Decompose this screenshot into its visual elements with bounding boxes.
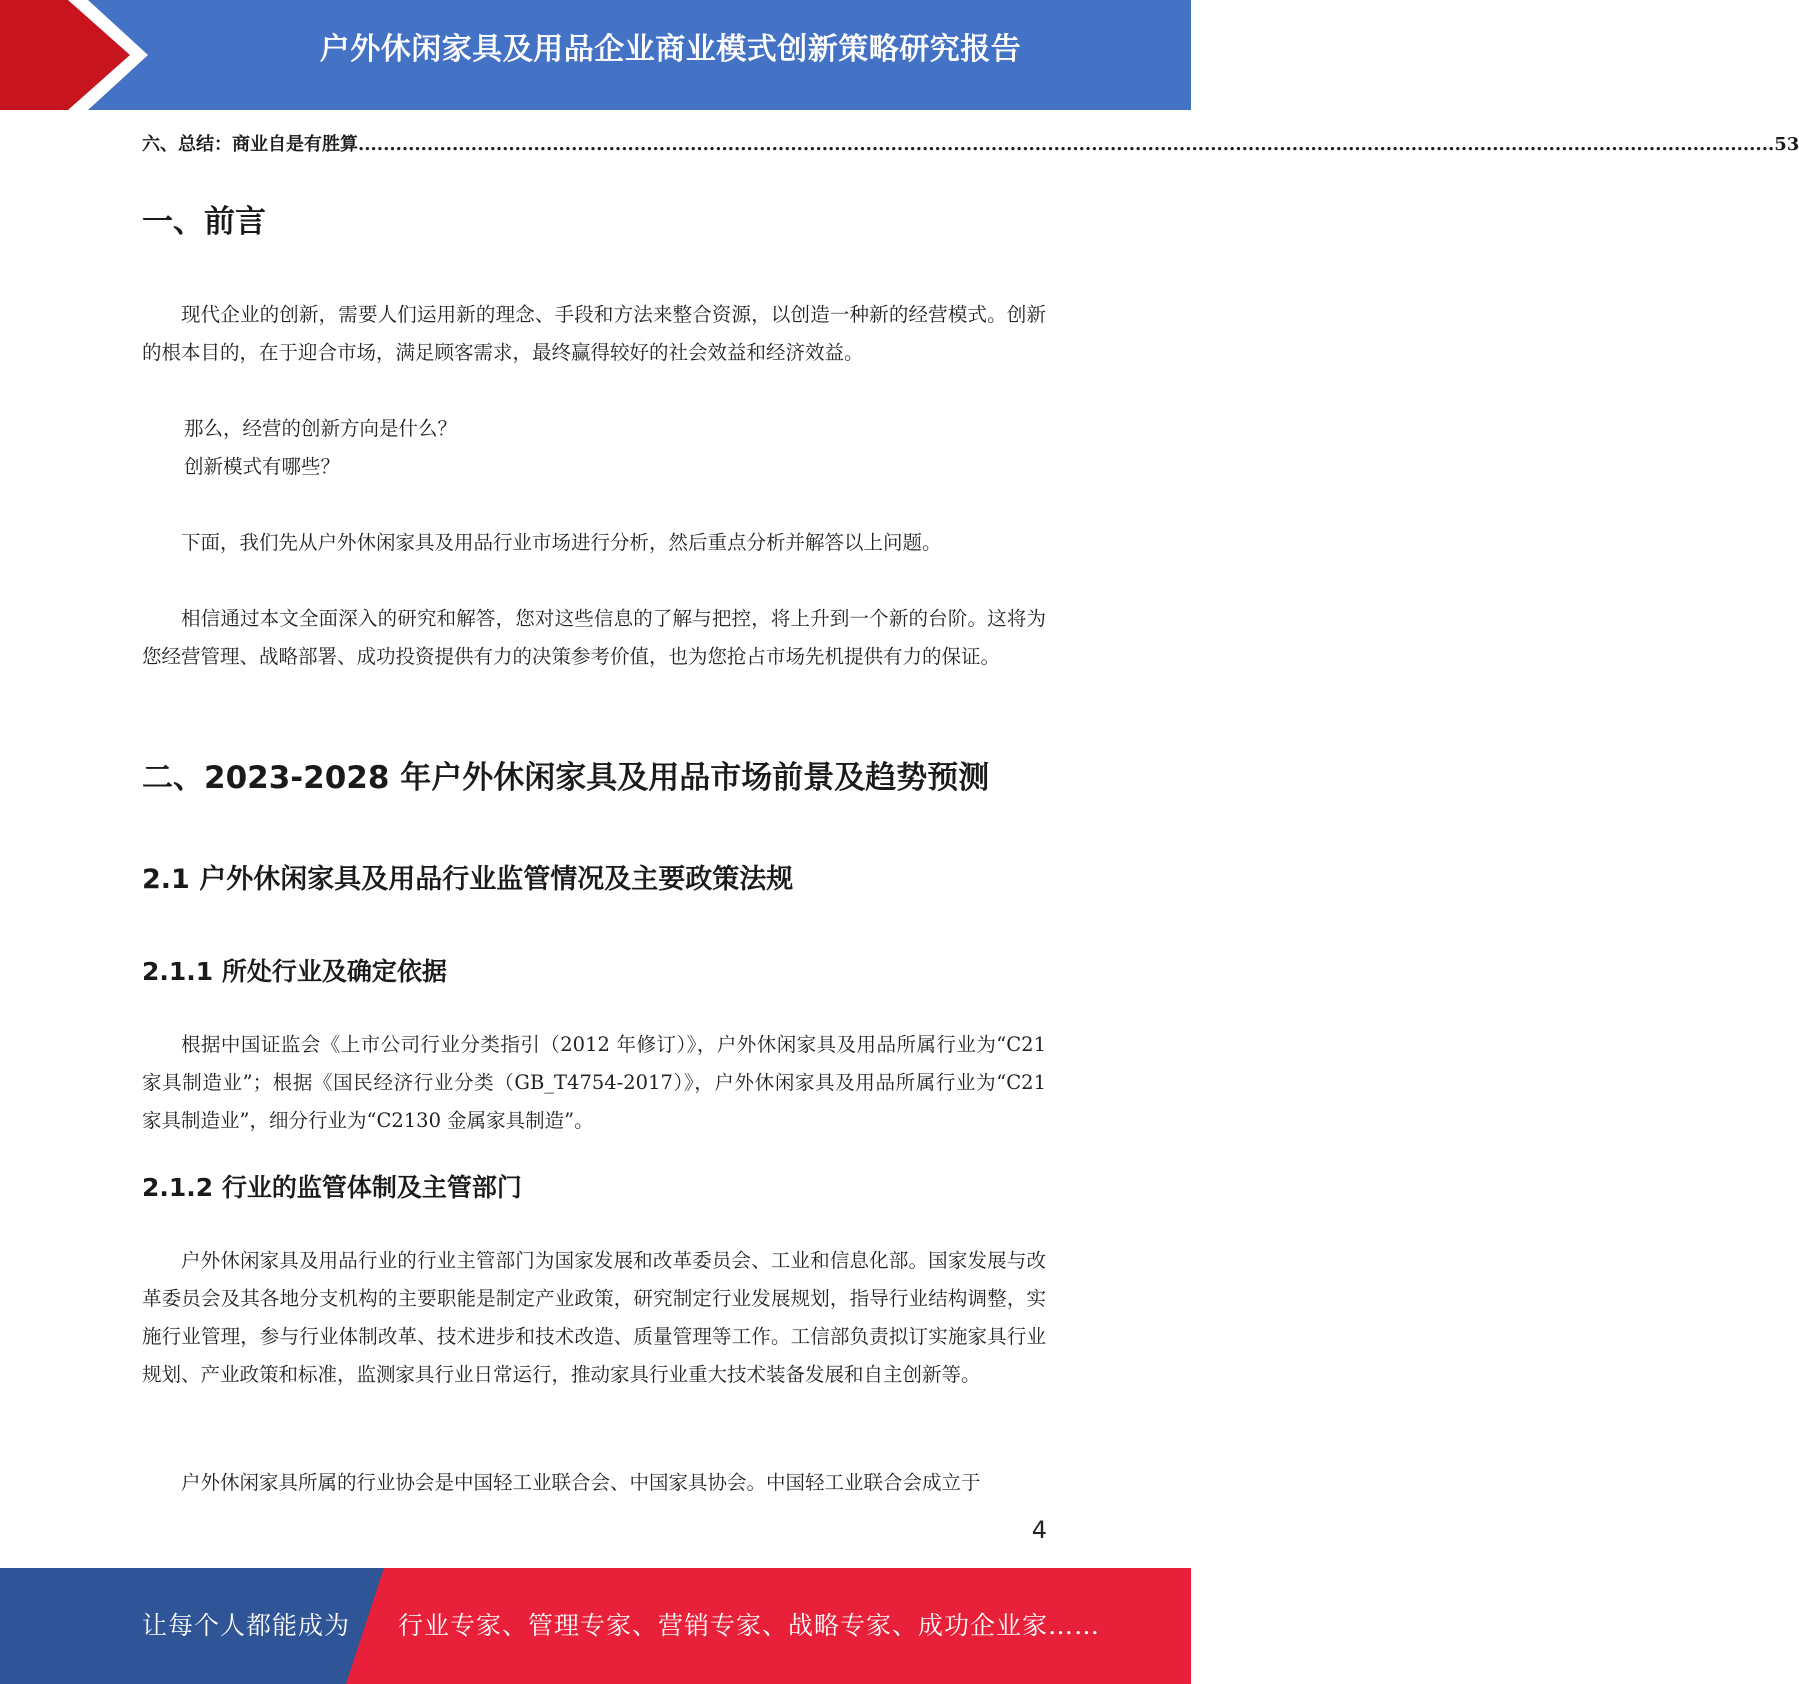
header-chevron-decoration (0, 0, 160, 110)
preface-question-2: 创新模式有哪些？ (184, 455, 341, 478)
section-2-1-2-heading: 2.1.2 行业的监管体制及主管部门 (142, 1173, 522, 1202)
section-2-1-1-heading: 2.1.1 所处行业及确定依据 (142, 957, 447, 986)
section-2-1-2-paragraph-1: 户外休闲家具及用品行业的行业主管部门为国家发展和改革委员会、工业和信息化部。国家发展与改革委员会及其各地分支机构的主要职能是制定产业政策，研究制定行业发展规划，指导行业结构调整，实施行业管理，参与行业体制改革、技术进步和技术改造、质量管理等工作。工信部负责拟订实施家具行业规划、产业政策和标准，监测家具行业日常运行，推动家具行业重大技术装备发展和自主创新等。 (142, 1249, 1046, 1386)
page-number: 4 (1031, 1516, 1047, 1544)
report-title: 户外休闲家具及用品企业商业模式创新策略研究报告 (319, 32, 1022, 67)
footer-slogan-right: 行业专家、管理专家、营销专家、战略专家、成功企业家…… (398, 1611, 1101, 1640)
section-2-1-heading: 2.1 户外休闲家具及用品行业监管情况及主要政策法规 (142, 864, 794, 895)
section-2-1-1-paragraph: 根据中国证监会《上市公司行业分类指引（2012 年修订）》，户外休闲家具及用品所属行业为“C21 家具制造业”；根据《国民经济行业分类（GB_T4754-2017）》，户外休闲家具及用品所属行业为“C21 家具制造业”，细分行业为“C2130 金属家具制造”。 (142, 1033, 1046, 1132)
preface-paragraph-1: 现代企业的创新，需要人们运用新的理念、手段和方法来整合资源，以创造一种新的经营模式。创新的根本目的，在于迎合市场，满足顾客需求，最终赢得较好的社会效益和经济效益。 (142, 303, 1046, 364)
preface-question-1: 那么，经营的创新方向是什么？ (184, 417, 458, 440)
preface-heading: 一、前言 (142, 204, 266, 240)
page-footer (0, 1568, 1191, 1684)
preface-paragraph-3: 相信通过本文全面深入的研究和解答，您对这些信息的了解与把控，将上升到一个新的台阶。这将为您经营管理、战略部署、成功投资提供有力的决策参考价值，也为您抢占市场先机提供有力的保证。 (142, 607, 1046, 668)
toc-entry-page: 53 (1774, 134, 1799, 155)
preface-paragraph-2: 下面，我们先从户外休闲家具及用品行业市场进行分析，然后重点分析并解答以上问题。 (181, 531, 942, 554)
toc-entry[interactable] (142, 130, 1799, 160)
market-forecast-heading: 二、2023-2028 年户外休闲家具及用品市场前景及趋势预测 (142, 760, 990, 796)
toc-leader-dots: .................................................................................................................................................................................................................................. (358, 134, 1775, 155)
toc-entry-label: 六、总结：商业自是有胜算 (142, 134, 358, 155)
footer-slogan-left: 让每个人都能成为 (142, 1611, 351, 1640)
section-2-1-2-paragraph-2: 户外休闲家具所属的行业协会是中国轻工业联合会、中国家具协会。中国轻工业联合会成立于 (181, 1471, 981, 1494)
page-header (0, 0, 1191, 110)
